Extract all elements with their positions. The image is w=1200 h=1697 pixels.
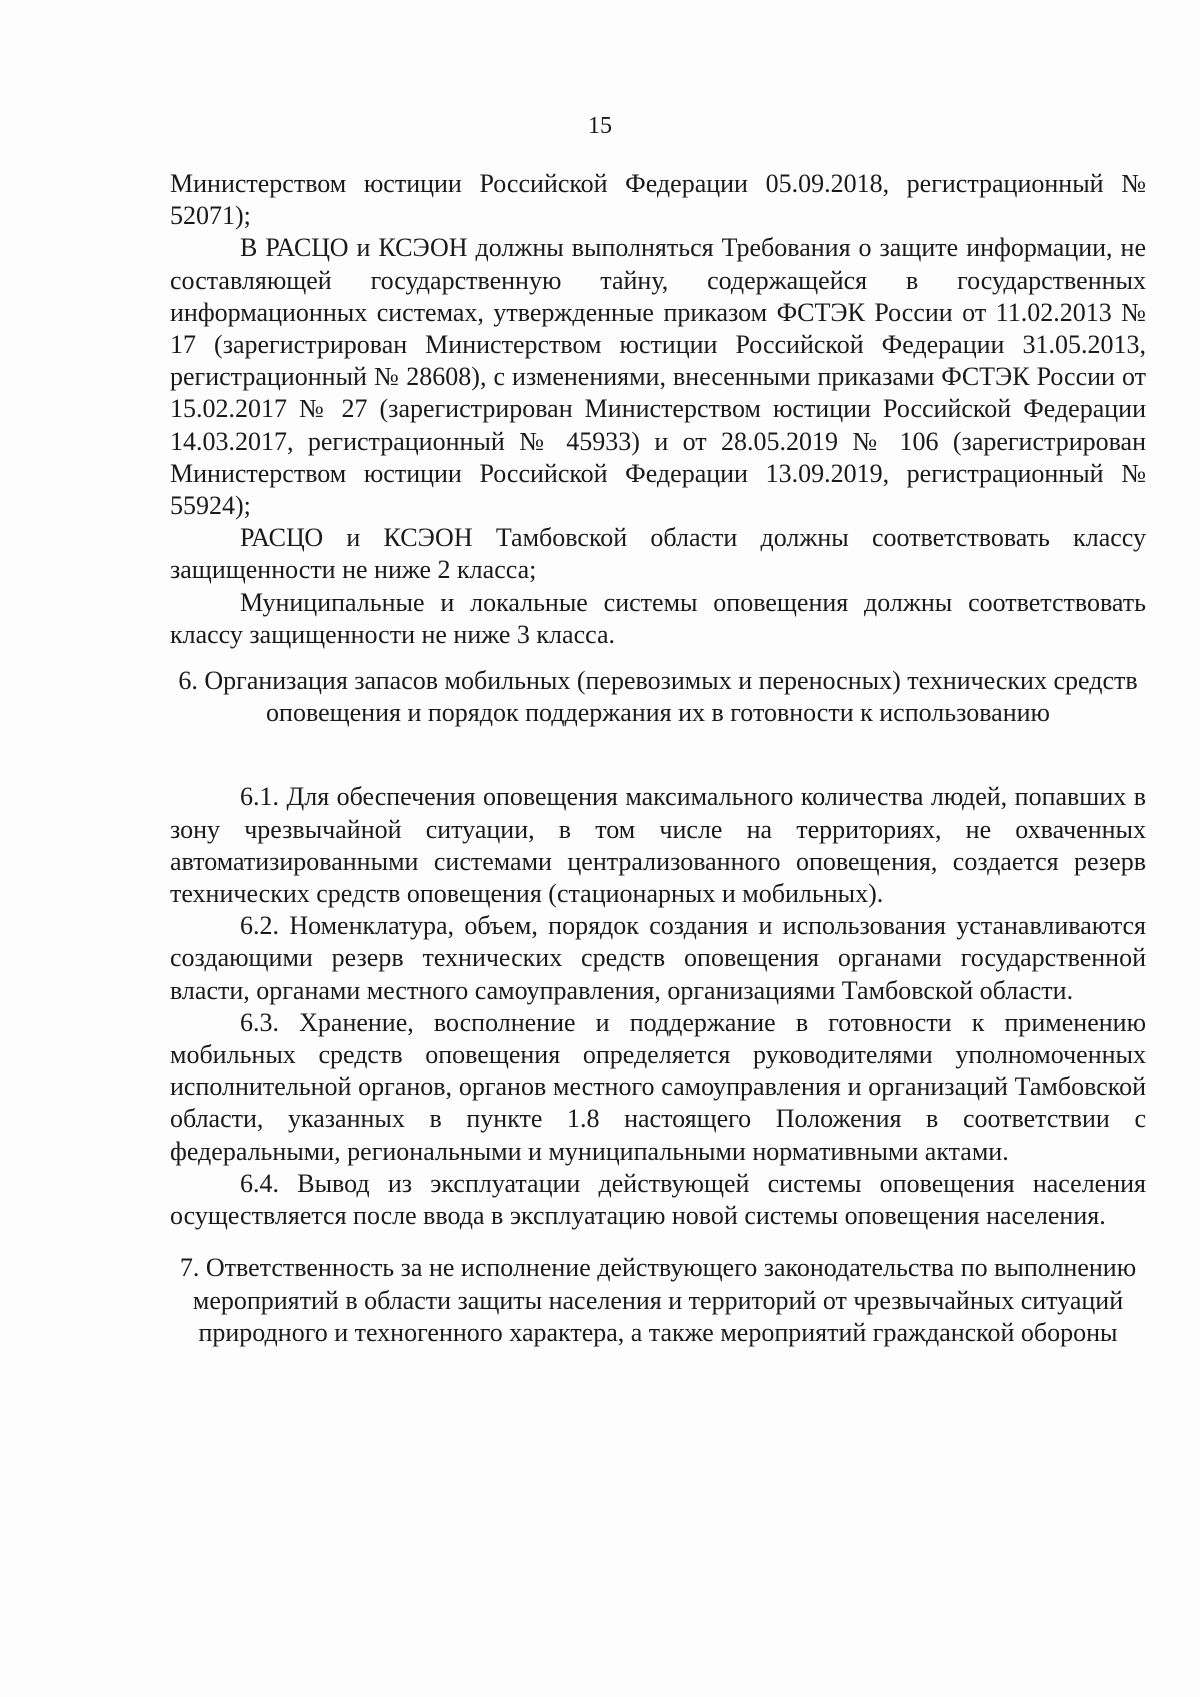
- item-6-2: 6.2. Номенклатура, объем, порядок создания и использования устанавливаются создающими резерв технических средств оповещения органами государственной власти, органами местного самоуправления, организациями Тамбовской области.: [170, 911, 1146, 1005]
- paragraph-regional-class: РАСЦО и КСЭОН Тамбовской области должны соответствовать классу защищенности не ниже 2 класса;: [170, 523, 1146, 585]
- item-6-4: 6.4. Вывод из эксплуатации действующей системы оповещения населения осуществляется после ввода в эксплуатацию новой системы оповещения населения.: [170, 1168, 1146, 1231]
- spacer: [170, 651, 1146, 665]
- section-6-heading: 6. Организация запасов мобильных (перевозимых и переносных) технических средств оповещения и порядок поддержания их в готовности к использованию: [178, 666, 1138, 728]
- item-6-1: 6.1. Для обеспечения оповещения максимального количества людей, попавших в зону чрезвычайной ситуации, в том числе на территориях, не охваченных автоматизированными системами централизованного оповещения, создается резерв технических средств оповещения (стационарных и мобильных).: [170, 782, 1146, 909]
- page-number: 15: [588, 113, 612, 139]
- section-7-heading: 7. Ответственность за не исполнение действующего законодательства по выполнению мероприятий в области защиты населения и территорий от чрезвычайных ситуаций природного и техногенного характера, а также мероприятий гражданской обороны: [179, 1253, 1137, 1347]
- document-body: [170, 168, 1146, 1349]
- spacer: [170, 1232, 1146, 1252]
- spacer: [170, 729, 1146, 781]
- paragraph-continuation: Министерством юстиции Российской Федерации 05.09.2018, регистрационный № 52071);: [170, 169, 1146, 231]
- paragraph-municipal-class: Муниципальные и локальные системы оповещения должны соответствовать классу защищенности не ниже 3 класса.: [170, 587, 1146, 649]
- item-6-3: 6.3. Хранение, восполнение и поддержание в готовности к применению мобильных средств оповещения определяется руководителями уполномоченных исполнительной органов, органов местного самоуправления и организаций Тамбовской области, указанных в пункте 1.8 настоящего Положения в соответствии с федеральными, региональными и муниципальными нормативными актами.: [170, 1007, 1146, 1166]
- paragraph-security-requirements: В РАСЦО и КСЭОН должны выполняться Требования о защите информации, не составляющей государственную тайну, содержащейся в государственных информационных системах, утвержденные приказом ФСТЭК России от 11.02.2013 № 17 (зарегистрирован Министерством юстиции Российской Федерации 31.05.2013, регистрационный № 28608), с изменениями, внесенными приказами ФСТЭК России от 15.02.2017 № 27 (зарегистрирован Министерством юстиции Российской Федерации 14.03.2017, регистрационный № 45933) и от 28.05.2019 № 106 (зарегистрирован Министерством юстиции Российской Федерации 13.09.2019, регистрационный № 55924);: [170, 233, 1146, 521]
